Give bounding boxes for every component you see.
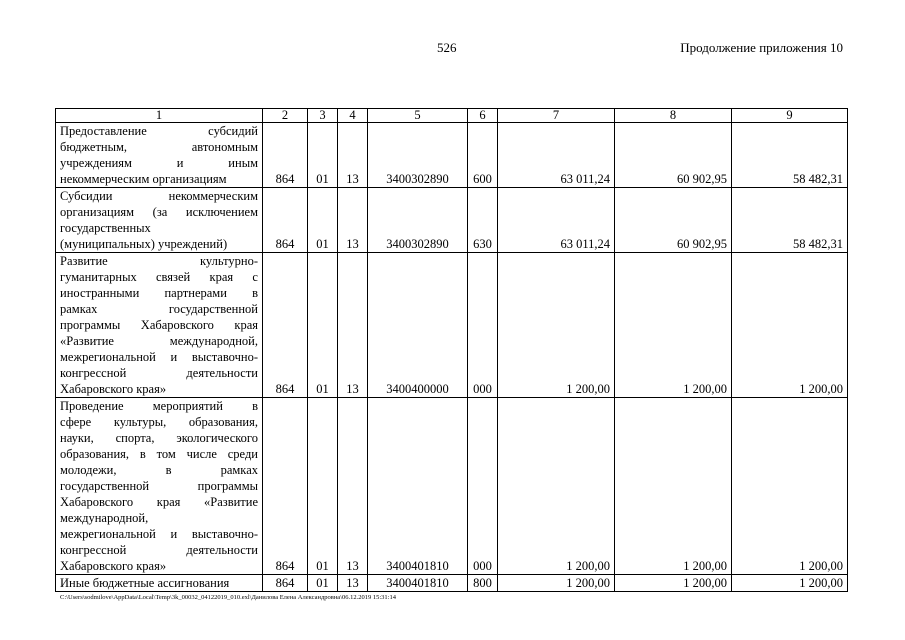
row-description <box>56 575 263 592</box>
table-row <box>56 398 848 575</box>
column-header: 5 <box>368 109 468 123</box>
cell-c8: 60 902,95 <box>615 123 732 188</box>
cell-c4: 13 <box>338 188 368 253</box>
description-line: иностранными партнерами в <box>60 286 258 300</box>
cell-c6: 800 <box>468 575 498 592</box>
cell-c3: 01 <box>308 575 338 592</box>
cell-c2: 864 <box>263 398 308 575</box>
cell-c4: 13 <box>338 253 368 398</box>
cell-c3: 01 <box>308 188 338 253</box>
cell-c4: 13 <box>338 398 368 575</box>
description-line: бюджетным, автономным <box>60 140 258 154</box>
description-line: Проведение мероприятий в <box>60 399 258 413</box>
cell-c5: 3400400000 <box>368 253 468 398</box>
cell-c6: 600 <box>468 123 498 188</box>
cell-c5: 3400401810 <box>368 398 468 575</box>
row-description <box>56 123 263 188</box>
cell-c3: 01 <box>308 123 338 188</box>
cell-c9: 1 200,00 <box>732 398 848 575</box>
footer-file-path: C:\Users\sodmilove\AppData\Local\Temp\3k_00032_04122019_010.exl\Данилова Елена Александровна\06.12.2019 15:31:14 <box>60 594 396 601</box>
description-line: государственной программы <box>60 479 258 493</box>
description-line: Иные бюджетные ассигнования <box>60 576 230 590</box>
cell-c3: 01 <box>308 253 338 398</box>
description-line: учреждениям и иным <box>60 156 258 170</box>
description-line: науки, спорта, экологического <box>60 431 258 445</box>
description-line: международной, <box>60 511 149 525</box>
description-line: рамках государственной <box>60 302 258 316</box>
row-description <box>56 253 263 398</box>
column-header: 2 <box>263 109 308 123</box>
row-description <box>56 398 263 575</box>
description-line: Хабаровского края» <box>60 382 167 396</box>
column-header: 6 <box>468 109 498 123</box>
description-line: молодежи, в рамках <box>60 463 258 477</box>
cell-c6: 000 <box>468 398 498 575</box>
cell-c6: 000 <box>468 253 498 398</box>
description-line: сфере культуры, образования, <box>60 415 258 429</box>
description-line: гуманитарных связей края с <box>60 270 258 284</box>
cell-c2: 864 <box>263 253 308 398</box>
cell-c6: 630 <box>468 188 498 253</box>
cell-c5: 3400302890 <box>368 188 468 253</box>
continuation-title: Продолжение приложения 10 <box>680 40 843 55</box>
description-line: некоммерческим организациям <box>60 172 227 186</box>
description-line: (муниципальных) учреждений) <box>60 237 228 251</box>
table-header-row <box>56 109 848 123</box>
table-row <box>56 575 848 592</box>
cell-c8: 1 200,00 <box>615 398 732 575</box>
description-line: образования, в том числе среди <box>60 447 258 461</box>
cell-c7: 1 200,00 <box>498 253 615 398</box>
cell-c9: 1 200,00 <box>732 575 848 592</box>
description-line: конгрессной деятельности <box>60 366 258 380</box>
cell-c7: 1 200,00 <box>498 398 615 575</box>
cell-c8: 1 200,00 <box>615 575 732 592</box>
cell-c2: 864 <box>263 123 308 188</box>
description-line: конгрессной деятельности <box>60 543 258 557</box>
cell-c8: 60 902,95 <box>615 188 732 253</box>
description-line: Предоставление субсидий <box>60 124 258 138</box>
cell-c5: 3400401810 <box>368 575 468 592</box>
cell-c9: 58 482,31 <box>732 123 848 188</box>
cell-c4: 13 <box>338 123 368 188</box>
column-header: 9 <box>732 109 848 123</box>
table-row <box>56 188 848 253</box>
column-header: 7 <box>498 109 615 123</box>
row-description <box>56 188 263 253</box>
cell-c2: 864 <box>263 188 308 253</box>
cell-c7: 1 200,00 <box>498 575 615 592</box>
description-line: Развитие культурно- <box>60 254 258 268</box>
cell-c5: 3400302890 <box>368 123 468 188</box>
cell-c3: 01 <box>308 398 338 575</box>
description-line: Хабаровского края «Развитие <box>60 495 258 509</box>
description-line: Субсидии некоммерческим <box>60 189 258 203</box>
description-line: государственных <box>60 221 151 235</box>
cell-c9: 58 482,31 <box>732 188 848 253</box>
description-line: организациям (за исключением <box>60 205 258 219</box>
description-line: программы Хабаровского края <box>60 318 258 332</box>
table-row <box>56 123 848 188</box>
column-header: 1 <box>56 109 263 123</box>
cell-c7: 63 011,24 <box>498 123 615 188</box>
description-line: Хабаровского края» <box>60 559 167 573</box>
cell-c8: 1 200,00 <box>615 253 732 398</box>
description-line: межрегиональной и выставочно- <box>60 527 258 541</box>
description-line: межрегиональной и выставочно- <box>60 350 258 364</box>
column-header: 8 <box>615 109 732 123</box>
page-number: 526 <box>437 40 457 55</box>
cell-c2: 864 <box>263 575 308 592</box>
description-line: «Развитие международной, <box>60 334 258 348</box>
column-header: 3 <box>308 109 338 123</box>
table-row <box>56 253 848 398</box>
cell-c9: 1 200,00 <box>732 253 848 398</box>
cell-c7: 63 011,24 <box>498 188 615 253</box>
cell-c4: 13 <box>338 575 368 592</box>
budget-table <box>55 108 848 592</box>
column-header: 4 <box>338 109 368 123</box>
